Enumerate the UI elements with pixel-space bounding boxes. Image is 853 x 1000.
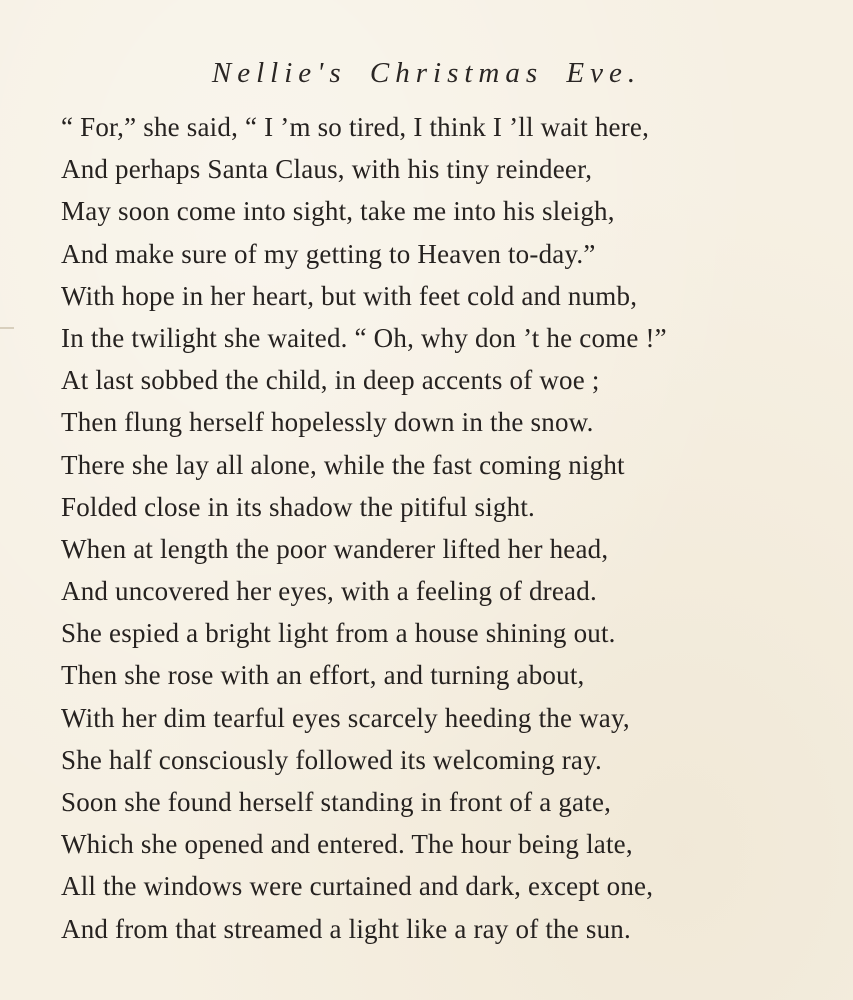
poem-line: All the windows were curtained and dark, except one, xyxy=(61,871,654,902)
poem-line: She espied a bright light from a house shining out. xyxy=(61,618,616,649)
poem-line: Then she rose with an effort, and turning about, xyxy=(61,660,585,691)
page-title: Nellie's Christmas Eve. xyxy=(211,57,642,89)
poem-line: She half consciously followed its welcoming ray. xyxy=(61,744,602,775)
poem-line: And from that streamed a light like a ray of the sun. xyxy=(61,913,631,944)
page-edge-mark xyxy=(0,327,14,329)
poem-line: Soon she found herself standing in front of a gate, xyxy=(61,787,612,817)
poem-line: And make sure of my getting to Heaven to-day.” xyxy=(61,238,596,269)
poem-line: In the twilight she waited. “ Oh, why don ’t he come !” xyxy=(61,322,667,353)
poem-line: There she lay all alone, while the fast coming night xyxy=(61,449,625,480)
poem-line: Folded close in its shadow the pitiful sight. xyxy=(61,491,535,522)
poem-line: At last sobbed the child, in deep accents of woe ; xyxy=(61,365,600,396)
poem-line: May soon come into sight, take me into his sleigh, xyxy=(61,196,615,227)
poem-line: And uncovered her eyes, with a feeling of dread. xyxy=(61,576,597,607)
poem-line: With hope in her heart, but with feet cold and numb, xyxy=(61,280,638,311)
poem-line: Which she opened and entered. The hour being late, xyxy=(61,829,633,860)
poem-line: When at length the poor wanderer lifted her head, xyxy=(61,533,609,564)
poem-line: With her dim tearful eyes scarcely heeding the way, xyxy=(61,702,630,733)
poem-line: And perhaps Santa Claus, with his tiny reindeer, xyxy=(61,154,593,185)
poem-line: Then flung herself hopelessly down in the snow. xyxy=(61,407,594,438)
poem-text xyxy=(61,106,841,950)
poem-line: “ For,” she said, “ I ’m so tired, I think I ’ll wait here, xyxy=(61,112,650,142)
